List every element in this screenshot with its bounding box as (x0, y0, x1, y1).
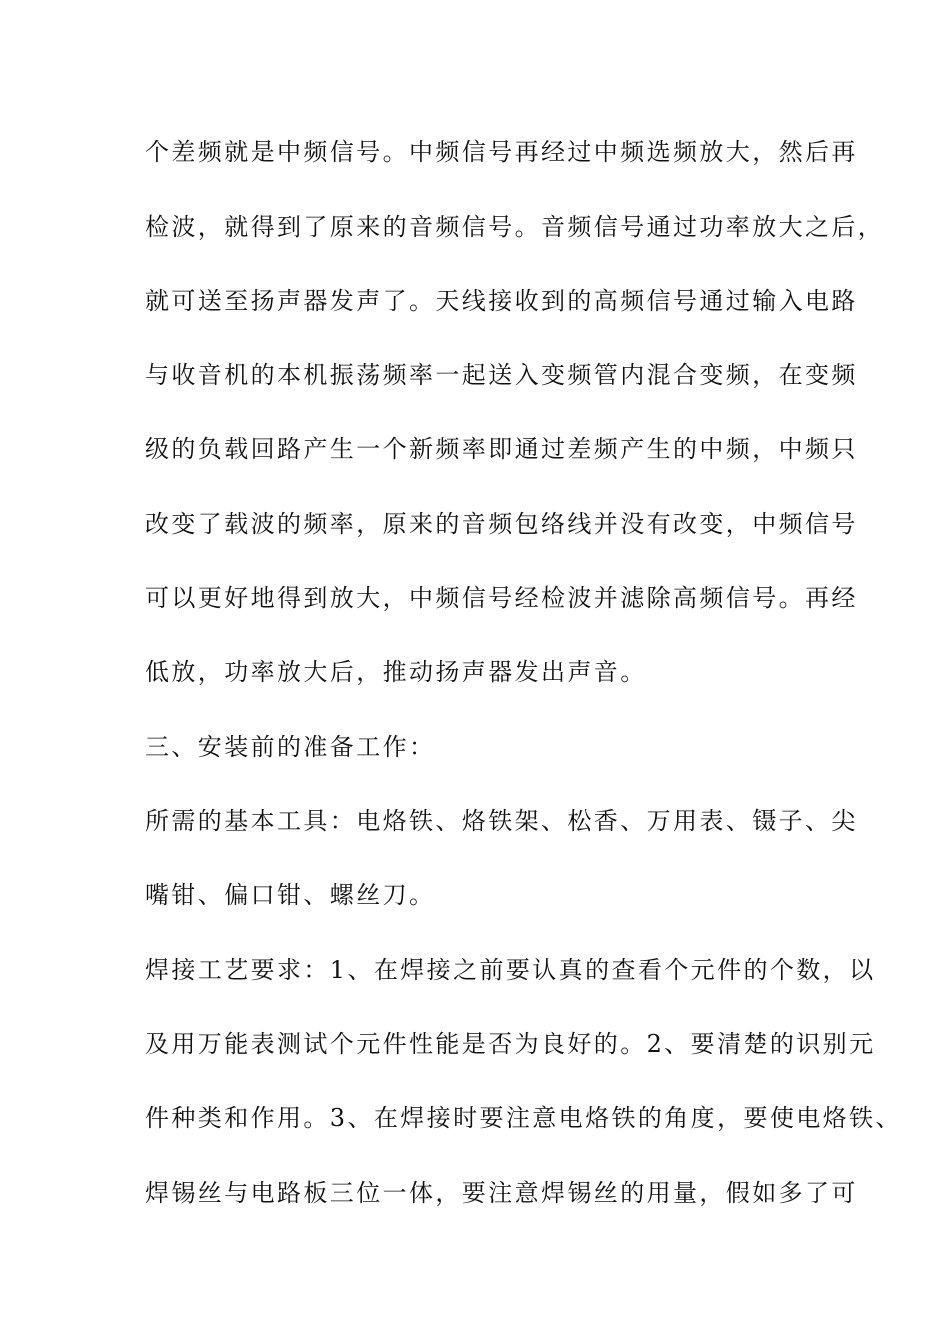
text-line: 所需的基本工具：电烙铁、烙铁架、松香、万用表、镊子、尖 (145, 807, 858, 835)
text-line: 改变了载波的频率，原来的音频包络线并没有改变，中频信号 (145, 510, 858, 538)
text-line: 焊锡丝与电路板三位一体，要注意焊锡丝的用量，假如多了可 (145, 1179, 858, 1207)
text-line: 低放，功率放大后，推动扬声器发出声音。 (145, 658, 647, 686)
text-line: 件种类和作用。3、在焊接时要注意电烙铁的角度，要使电烙铁、 (145, 1104, 902, 1132)
section-heading: 三、安装前的准备工作： (145, 733, 436, 761)
text-line: 检波，就得到了原来的音频信号。音频信号通过功率放大之后， (145, 213, 885, 241)
text-line: 个差频就是中频信号。中频信号再经过中频选频放大，然后再 (145, 138, 858, 166)
text-line: 就可送至扬声器发声了。天线接收到的高频信号通过输入电路 (145, 287, 858, 315)
text-line: 级的负载回路产生一个新频率即通过差频产生的中频，中频只 (145, 435, 858, 463)
text-line: 嘴钳、偏口钳、螺丝刀。 (145, 881, 436, 909)
text-line: 焊接工艺要求：1、在焊接之前要认真的查看个元件的个数，以 (145, 956, 876, 984)
text-line: 可以更好地得到放大，中频信号经检波并滤除高频信号。再经 (145, 584, 858, 612)
text-line: 与收音机的本机振荡频率一起送入变频管内混合变频，在变频 (145, 361, 858, 389)
text-line: 及用万能表测试个元件性能是否为良好的。2、要清楚的识别元 (145, 1030, 876, 1058)
